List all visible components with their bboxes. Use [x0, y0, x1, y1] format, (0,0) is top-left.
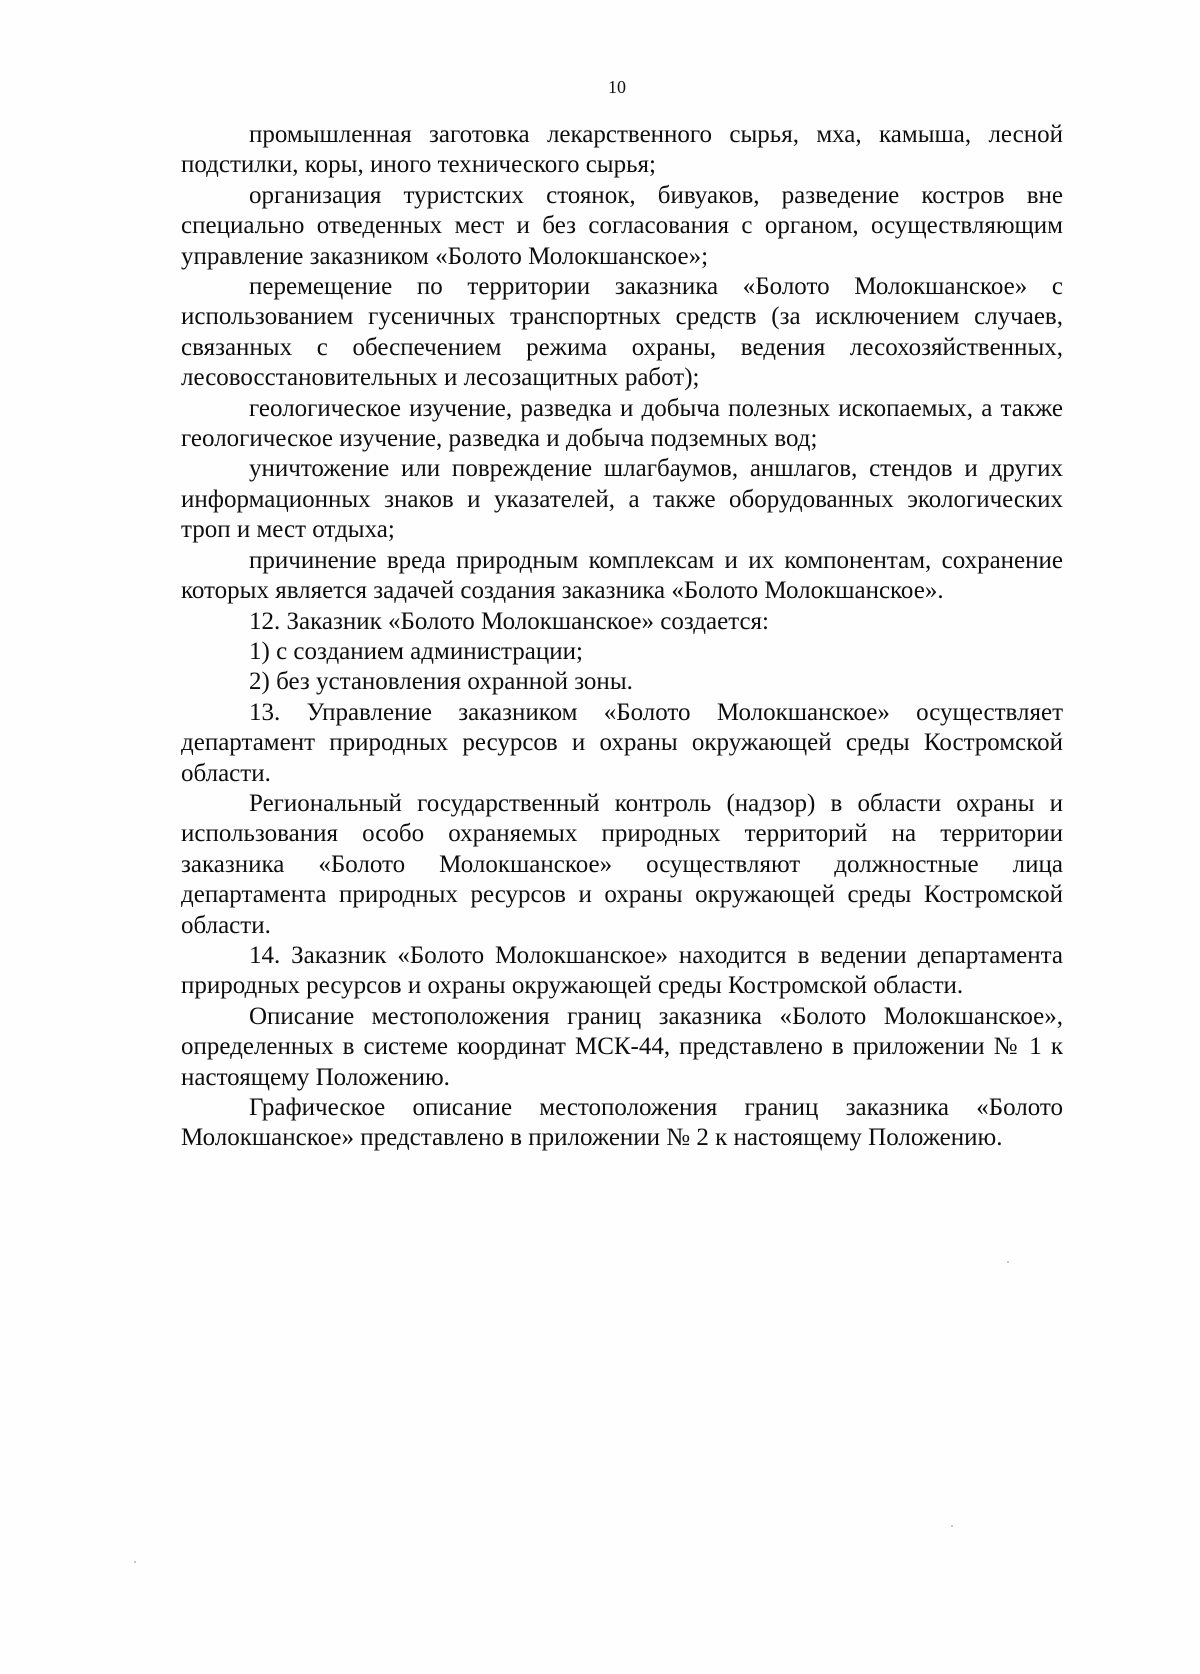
page-number: 10 [608, 77, 626, 97]
paragraph-2: организация туристских стоянок, бивуаков, разведение костров вне специально отведенных мест и без согласования с органом, осуществляющим управление заказником «Болото Молокшанское»; [181, 181, 1063, 270]
paragraph-9: 2) без установления охранной зоны. [249, 668, 633, 696]
paragraph-13: Описание местоположения границ заказника «Болото Молокшанское», определенных в системе координат МСК-44, представлено в приложении № 1 к настоящему Положению. [181, 1002, 1063, 1091]
paragraph-7: 12. Заказник «Болото Молокшанское» создается: [249, 607, 769, 635]
paragraph-10: 13. Управление заказником «Болото Молокшанское» осуществляет департамент природных ресурсов и охраны окружающей среды Костромской области. [181, 698, 1063, 787]
paragraph-14: Графическое описание местоположения границ заказника «Болото Молокшанское» представлено в приложении № 2 к настоящему Положению. [181, 1094, 1063, 1152]
scan-speck [1007, 1261, 1009, 1263]
scan-speck [134, 1561, 136, 1563]
paragraph-4: геологическое изучение, разведка и добыча полезных ископаемых, а также геологическое изучение, разведка и добыча подземных вод; [181, 394, 1063, 453]
paragraph-6: причинение вреда природным комплексам и их компонентам, сохранение которых является задачей создания заказника «Болото Молокшанское». [181, 546, 1063, 605]
paragraph-11: Региональный государственный контроль (надзор) в области охраны и использования особо охраняемых природных территорий на территории заказника «Болото Молокшанское» осуществляют должностные лица департамента природных ресурсов и охраны окружающей среды Костромской области. [181, 789, 1063, 939]
document-body [181, 120, 1063, 1154]
paragraph-3: перемещение по территории заказника «Болото Молокшанское» с использованием гусеничных транспортных средств (за исключением случаев, связанных с обеспечением режима охраны, ведения лесохозяйственных, лесовосстановительных и лесозащитных работ); [181, 273, 1063, 392]
paragraph-5: уничтожение или повреждение шлагбаумов, аншлагов, стендов и других информационных знаков и указателей, а также оборудованных экологических троп и мест отдыха; [181, 455, 1063, 544]
paragraph-1: промышленная заготовка лекарственного сырья, мха, камыша, лесной подстилки, коры, иного технического сырья; [181, 121, 1063, 179]
paragraph-8: 1) с созданием администрации; [249, 637, 583, 665]
paragraph-12: 14. Заказник «Болото Молокшанское» находится в ведении департамента природных ресурсов и охраны окружающей среды Костромской области. [181, 941, 1063, 1000]
scan-speck [951, 1525, 953, 1527]
